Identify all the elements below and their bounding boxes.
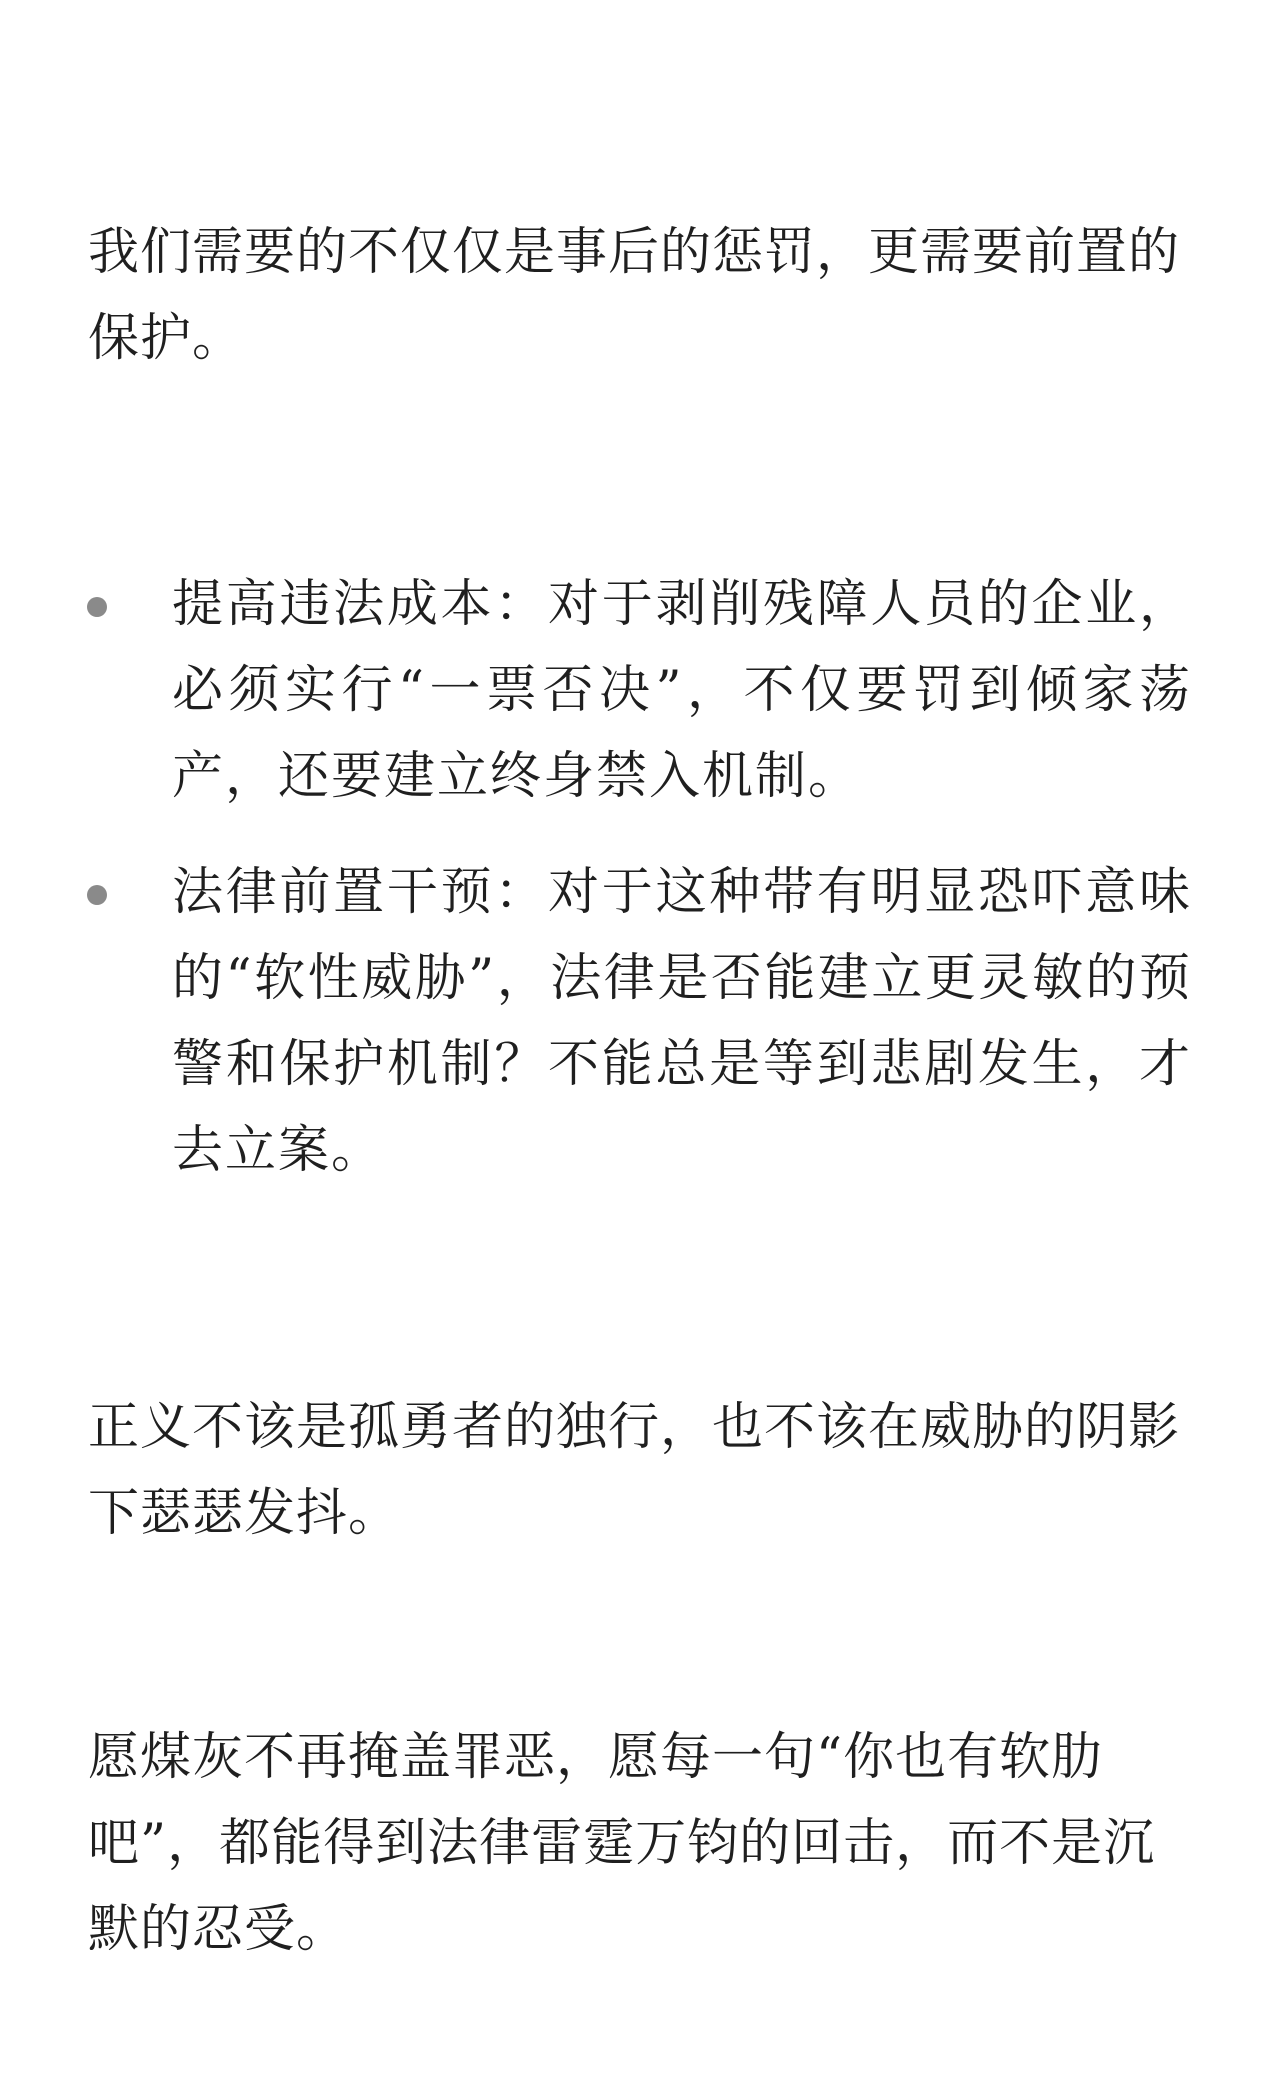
list-item-text: 提高违法成本：对于剥削残障人员的企业，必须实行“一票否决”，不仅要罚到倾家荡产，还要建立终身禁入机制。 — [172, 575, 1192, 806]
list-item — [0, 562, 1280, 820]
bullet-dot-icon — [87, 597, 107, 617]
paragraph-wish: 愿煤灰不再掩盖罪恶，愿每一句“你也有软肋吧”，都能得到法律雷霆万钧的回击，而不是沉默的忍受。 — [88, 1728, 1156, 1959]
list-item-text: 法律前置干预：对于这种带有明显恐吓意味的“软性威胁”，法律是否能建立更灵敏的预警和保护机制？不能总是等到悲剧发生，才去立案。 — [172, 863, 1192, 1180]
paragraph-protection: 我们需要的不仅仅是事后的惩罚，更需要前置的保护。 — [88, 223, 1181, 368]
list-item — [0, 850, 1280, 1194]
bullet-dot-icon — [87, 885, 107, 905]
paragraph-justice: 正义不该是孤勇者的独行，也不该在威胁的阴影下瑟瑟发抖。 — [88, 1398, 1181, 1543]
measures-list — [0, 562, 1280, 1224]
